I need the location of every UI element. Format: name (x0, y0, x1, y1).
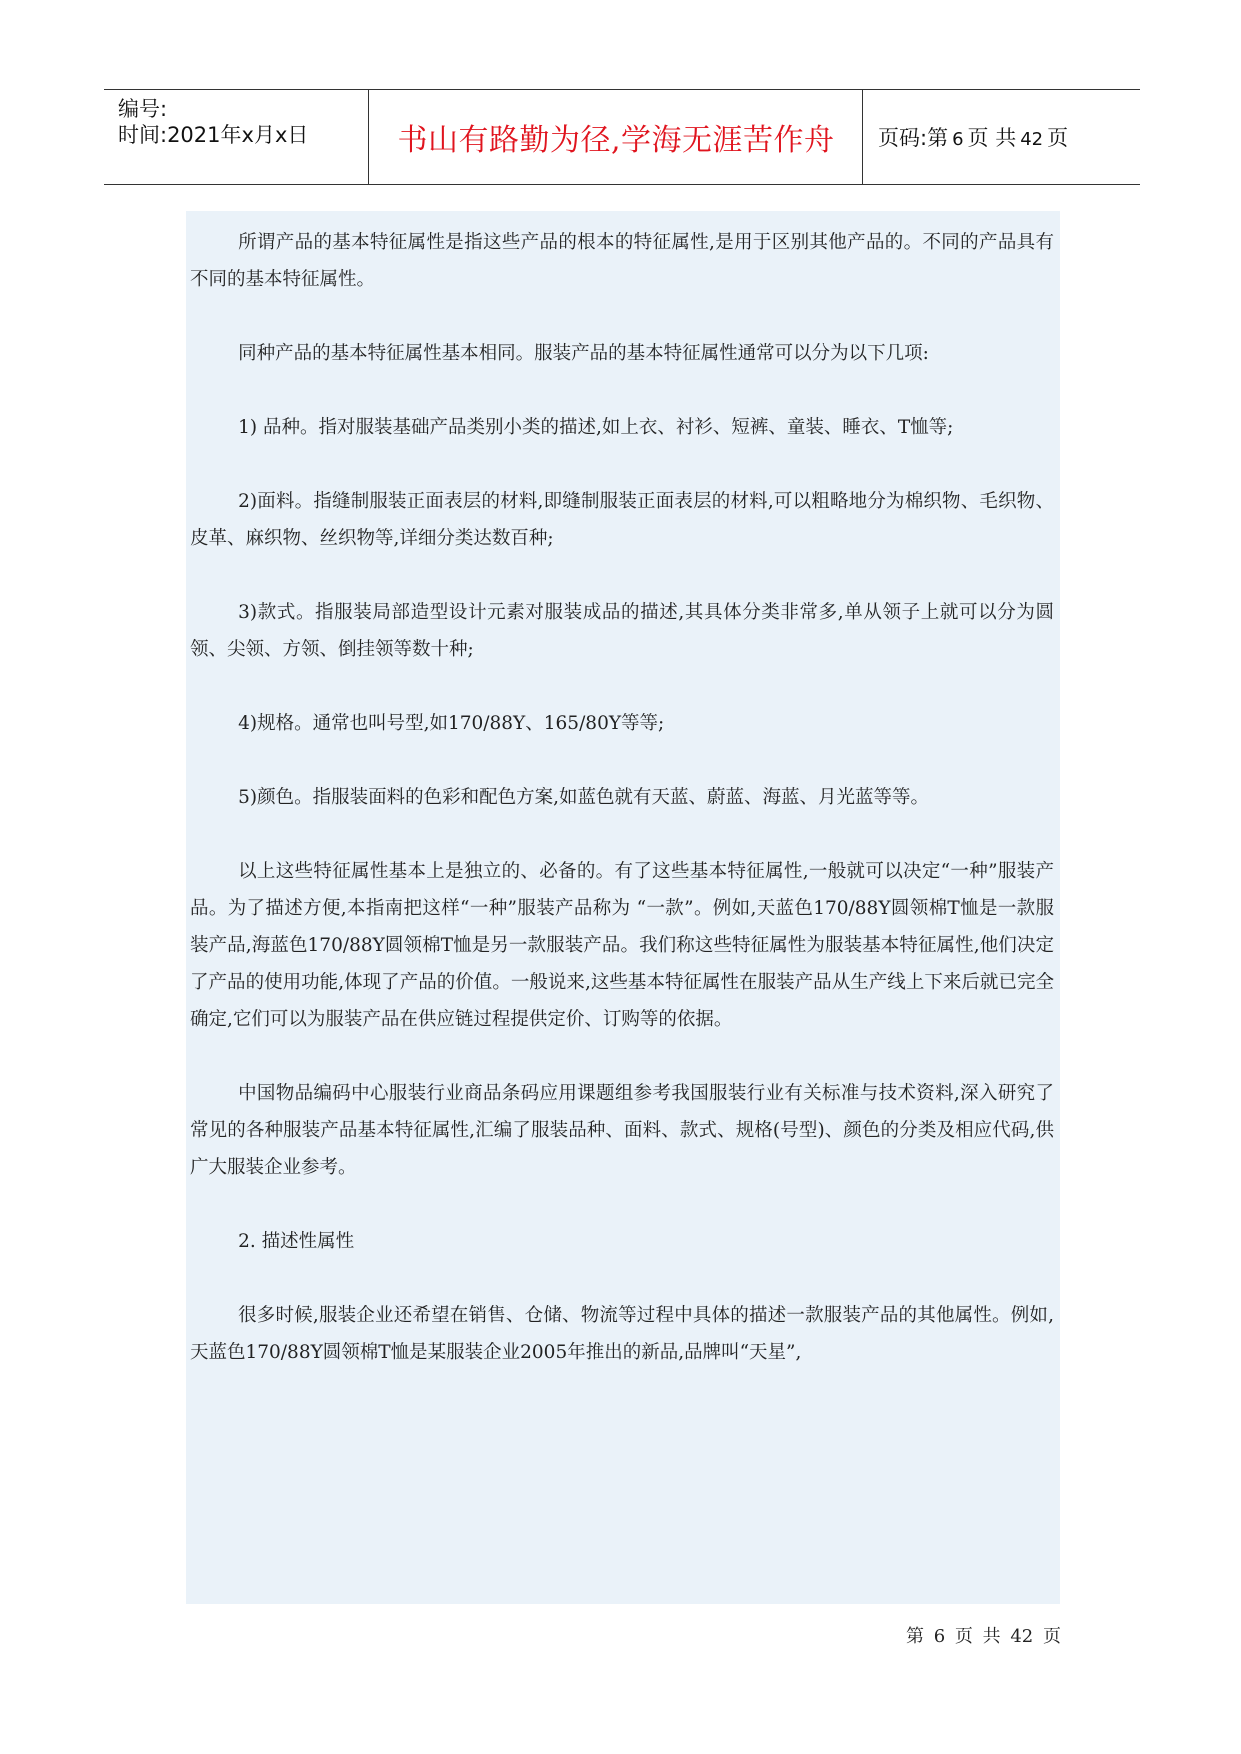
header-meta-cell (104, 90, 369, 184)
document-body (186, 211, 1060, 1604)
body-paragraph: 同种产品的基本特征属性基本相同。服装产品的基本特征属性通常可以分为以下几项: (238, 343, 929, 364)
body-paragraph: 中国物品编码中心服装行业商品条码应用课题组参考我国服装行业有关标准与技术资料,深入研究了常见的各种服装产品基本特征属性,汇编了服装品种、面料、款式、规格(号型)、颜色的分类及相应代码,供广大服装企业参考。 (190, 1083, 1054, 1178)
page-suffix: 页 (1047, 126, 1069, 150)
page-current-number: 6 (952, 129, 964, 150)
section-heading: 2. 描述性属性 (238, 1231, 355, 1252)
header-motto-cell (370, 90, 863, 184)
page-header (104, 89, 1140, 185)
list-item-fabric: 2)面料。指缝制服装正面表层的材料,即缝制服装正面表层的材料,可以粗略地分为棉织物、毛织物、皮革、麻织物、丝织物等,详细分类达数百种; (190, 491, 1054, 549)
list-item-color: 5)颜色。指服装面料的色彩和配色方案,如蓝色就有天蓝、蔚蓝、海蓝、月光蓝等等。 (238, 787, 929, 808)
body-paragraph: 很多时候,服装企业还希望在销售、仓储、物流等过程中具体的描述一款服装产品的其他属性。例如,天蓝色170/88Y圆领棉T恤是某服装企业2005年推出的新品,品牌叫“天星”, (190, 1305, 1054, 1363)
header-motto: 书山有路勤为径,学海无涯苦作舟 (397, 123, 835, 158)
body-paragraph: 所谓产品的基本特征属性是指这些产品的根本的特征属性,是用于区别其他产品的。不同的产品具有不同的基本特征属性。 (190, 232, 1054, 290)
header-page-indicator (878, 122, 1068, 152)
body-paragraph: 以上这些特征属性基本上是独立的、必备的。有了这些基本特征属性,一般就可以决定“一种”服装产品。为了描述方便,本指南把这样“一种”服装产品称为 “一款”。例如,天蓝色170/88Y圆领棉T恤是一款服装产品,海蓝色170/88Y圆领棉T恤是另一款服装产品。我们称这些特征属性为服装基本特征属性,他们决定了产品的使用功能,体现了产品的价值。一般说来,这些基本特征属性在服装产品从生产线上下来后就已完全确定,它们可以为服装产品在供应链过程提供定价、订购等的依据。 (190, 861, 1054, 1030)
page-mid: 页 共 (967, 126, 1017, 150)
list-item-style: 3)款式。指服装局部造型设计元素对服装成品的描述,其具体分类非常多,单从领子上就可以分为圆领、尖领、方领、倒挂领等数十种; (190, 602, 1054, 660)
list-item-variety: 1) 品种。指对服装基础产品类别小类的描述,如上衣、衬衫、短裤、童装、睡衣、T恤等; (238, 417, 954, 438)
document-number-label: 编号: (118, 97, 168, 121)
document-time-label: 时间:2021年x月x日 (118, 123, 309, 147)
header-page-cell (864, 90, 1140, 184)
page-footer-number: 第 6 页 共 42 页 (906, 1626, 1061, 1647)
page-total-number: 42 (1020, 129, 1044, 150)
list-item-size: 4)规格。通常也叫号型,如170/88Y、165/80Y等等; (238, 713, 665, 734)
page-prefix: 页码:第 (878, 126, 949, 150)
